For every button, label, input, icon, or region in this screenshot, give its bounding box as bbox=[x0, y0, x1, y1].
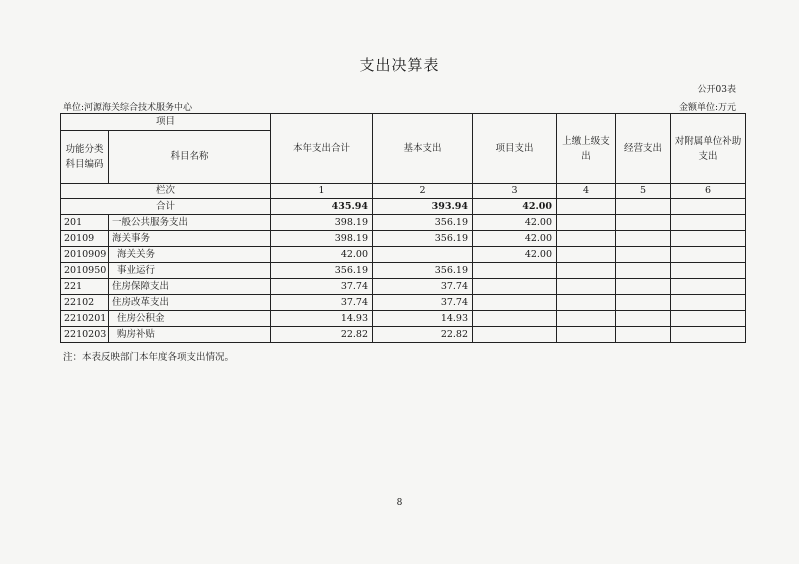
page-number: 8 bbox=[396, 498, 403, 508]
row-value: 37.74 bbox=[373, 295, 473, 311]
row-value bbox=[616, 231, 671, 247]
lanci-6: 6 bbox=[671, 184, 746, 199]
money-unit: 金额单位:万元 bbox=[678, 103, 736, 113]
row-name: 住房公积金 bbox=[109, 311, 271, 327]
row-value: 37.74 bbox=[271, 279, 373, 295]
lanci-1: 1 bbox=[271, 184, 373, 199]
row-value bbox=[557, 311, 616, 327]
row-value bbox=[616, 295, 671, 311]
row-value bbox=[557, 263, 616, 279]
row-code: 20109 bbox=[61, 231, 109, 247]
header-col1: 本年支出合计 bbox=[271, 114, 373, 184]
table-row bbox=[61, 247, 746, 263]
row-value: 42.00 bbox=[473, 215, 557, 231]
row-value: 356.19 bbox=[373, 231, 473, 247]
row-value: 37.74 bbox=[271, 295, 373, 311]
header-project: 项目 bbox=[61, 114, 271, 131]
row-code: 2210203 bbox=[61, 327, 109, 343]
row-value bbox=[671, 263, 746, 279]
row-value: 356.19 bbox=[271, 263, 373, 279]
row-value bbox=[671, 215, 746, 231]
row-value bbox=[557, 327, 616, 343]
lanci-5: 5 bbox=[616, 184, 671, 199]
header-col5: 经营支出 bbox=[616, 114, 671, 184]
total-value bbox=[557, 199, 616, 215]
row-value bbox=[616, 263, 671, 279]
row-name: 购房补贴 bbox=[109, 327, 271, 343]
total-value: 435.94 bbox=[271, 199, 373, 215]
page-title: 支出决算表 bbox=[359, 56, 440, 74]
header-func-code: 功能分类科目编码 bbox=[61, 131, 109, 184]
expenditure-table bbox=[60, 113, 746, 343]
row-value: 356.19 bbox=[373, 215, 473, 231]
row-code: 2010950 bbox=[61, 263, 109, 279]
row-value: 42.00 bbox=[271, 247, 373, 263]
row-value bbox=[671, 295, 746, 311]
row-value bbox=[557, 295, 616, 311]
row-value bbox=[557, 215, 616, 231]
table-note: 注：本表反映部门本年度各项支出情况。 bbox=[63, 352, 235, 363]
row-code: 201 bbox=[61, 215, 109, 231]
row-value: 398.19 bbox=[271, 215, 373, 231]
total-value: 42.00 bbox=[473, 199, 557, 215]
row-value: 37.74 bbox=[373, 279, 473, 295]
row-name: 海关事务 bbox=[109, 231, 271, 247]
row-value bbox=[473, 279, 557, 295]
header-col2: 基本支出 bbox=[373, 114, 473, 184]
row-value bbox=[616, 327, 671, 343]
row-value bbox=[671, 327, 746, 343]
row-value: 14.93 bbox=[373, 311, 473, 327]
header-col3: 项目支出 bbox=[473, 114, 557, 184]
row-name: 海关关务 bbox=[109, 247, 271, 263]
row-value bbox=[671, 279, 746, 295]
header-col4: 上缴上级支出 bbox=[557, 114, 616, 184]
lanci-4: 4 bbox=[557, 184, 616, 199]
total-value bbox=[671, 199, 746, 215]
row-value bbox=[671, 247, 746, 263]
row-value: 42.00 bbox=[473, 247, 557, 263]
row-value: 22.82 bbox=[373, 327, 473, 343]
lanci-label: 栏次 bbox=[61, 184, 271, 199]
lanci-2: 2 bbox=[373, 184, 473, 199]
row-code: 221 bbox=[61, 279, 109, 295]
row-value bbox=[616, 279, 671, 295]
row-value bbox=[473, 327, 557, 343]
header-subject-name: 科目名称 bbox=[109, 131, 271, 184]
table-code: 公开03表 bbox=[697, 85, 736, 95]
table-row bbox=[61, 279, 746, 295]
table-row bbox=[61, 231, 746, 247]
row-code: 22102 bbox=[61, 295, 109, 311]
total-row bbox=[61, 199, 746, 215]
table-row bbox=[61, 295, 746, 311]
total-label: 合计 bbox=[61, 199, 271, 215]
row-value bbox=[473, 263, 557, 279]
table-row bbox=[61, 263, 746, 279]
row-name: 事业运行 bbox=[109, 263, 271, 279]
row-value: 356.19 bbox=[373, 263, 473, 279]
row-value bbox=[473, 311, 557, 327]
row-value: 22.82 bbox=[271, 327, 373, 343]
row-value bbox=[616, 311, 671, 327]
lanci-row bbox=[61, 184, 746, 199]
table-row bbox=[61, 215, 746, 231]
row-name: 一般公共服务支出 bbox=[109, 215, 271, 231]
total-value: 393.94 bbox=[373, 199, 473, 215]
row-value: 42.00 bbox=[473, 231, 557, 247]
row-name: 住房改革支出 bbox=[109, 295, 271, 311]
row-value bbox=[671, 311, 746, 327]
header-col6: 对附属单位补助支出 bbox=[671, 114, 746, 184]
row-code: 2010909 bbox=[61, 247, 109, 263]
total-value bbox=[616, 199, 671, 215]
row-value bbox=[557, 279, 616, 295]
row-value bbox=[671, 231, 746, 247]
row-value bbox=[616, 247, 671, 263]
row-value bbox=[373, 247, 473, 263]
lanci-3: 3 bbox=[473, 184, 557, 199]
table-row bbox=[61, 311, 746, 327]
row-value bbox=[616, 215, 671, 231]
unit-label: 单位:河源海关综合技术服务中心 bbox=[63, 103, 193, 113]
row-value bbox=[473, 295, 557, 311]
row-value bbox=[557, 247, 616, 263]
row-value: 14.93 bbox=[271, 311, 373, 327]
row-value: 398.19 bbox=[271, 231, 373, 247]
row-value bbox=[557, 231, 616, 247]
table-row bbox=[61, 327, 746, 343]
row-name: 住房保障支出 bbox=[109, 279, 271, 295]
row-code: 2210201 bbox=[61, 311, 109, 327]
